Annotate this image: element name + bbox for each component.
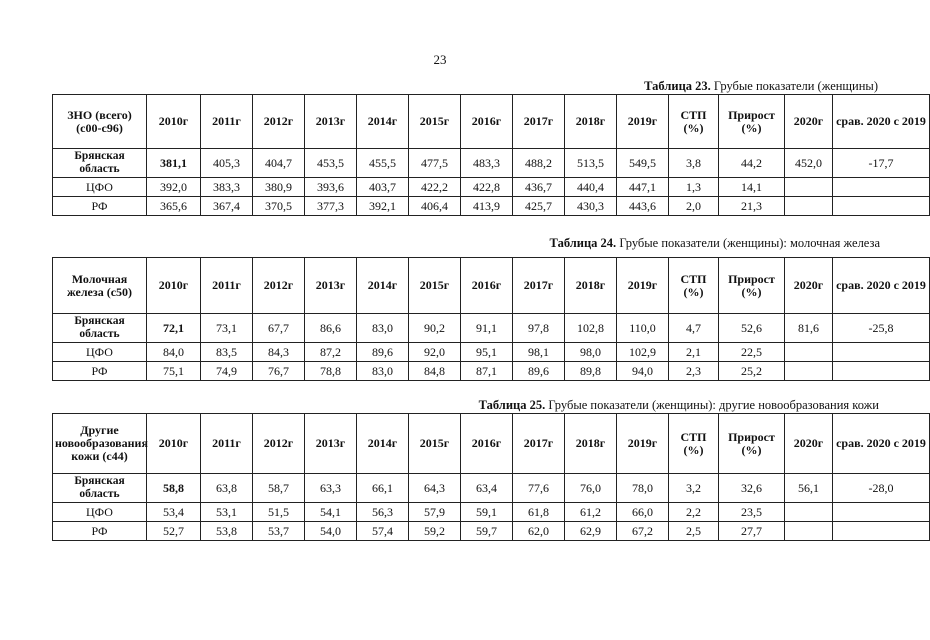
table-cell: 59,2 bbox=[409, 522, 461, 541]
table-cell: -25,8 bbox=[833, 314, 930, 343]
table-cell: 44,2 bbox=[719, 149, 785, 178]
row-label: ЦФО bbox=[53, 178, 147, 197]
table-cell: 405,3 bbox=[201, 149, 253, 178]
table-cell: 86,6 bbox=[305, 314, 357, 343]
table-cell: 393,6 bbox=[305, 178, 357, 197]
table-cell: 59,7 bbox=[461, 522, 513, 541]
table-cell: 51,5 bbox=[253, 503, 305, 522]
column-header: Молочная железа (с50) bbox=[53, 258, 147, 314]
table-cell: 392,1 bbox=[357, 197, 409, 216]
table-cell: -17,7 bbox=[833, 149, 930, 178]
table-cell: 25,2 bbox=[719, 362, 785, 381]
table-cell: 23,5 bbox=[719, 503, 785, 522]
table-cell: 62,0 bbox=[513, 522, 565, 541]
table-cell bbox=[833, 197, 930, 216]
column-header: 2011г bbox=[201, 258, 253, 314]
column-header: 2019г bbox=[617, 95, 669, 149]
table-cell: 102,8 bbox=[565, 314, 617, 343]
page-number: 23 bbox=[433, 52, 447, 67]
table-cell: 67,7 bbox=[253, 314, 305, 343]
data-table bbox=[52, 257, 930, 381]
table-cell: 54,1 bbox=[305, 503, 357, 522]
table-cell: 63,8 bbox=[201, 474, 253, 503]
table-cell: 452,0 bbox=[785, 149, 833, 178]
column-header: 2011г bbox=[201, 414, 253, 474]
table-cell: 91,1 bbox=[461, 314, 513, 343]
table-cell: 83,0 bbox=[357, 314, 409, 343]
column-header: 2020г bbox=[785, 258, 833, 314]
table-cell: 513,5 bbox=[565, 149, 617, 178]
table-cell: 83,0 bbox=[357, 362, 409, 381]
table-caption-number: Таблица 24. bbox=[549, 236, 617, 250]
table-caption bbox=[550, 236, 880, 251]
table-cell: 78,0 bbox=[617, 474, 669, 503]
table-cell: 440,4 bbox=[565, 178, 617, 197]
row-label: ЦФО bbox=[53, 503, 147, 522]
table-cell: 53,4 bbox=[147, 503, 201, 522]
table-cell: 56,3 bbox=[357, 503, 409, 522]
column-header: 2011г bbox=[201, 95, 253, 149]
table-cell: 2,2 bbox=[669, 503, 719, 522]
header-row bbox=[53, 414, 930, 474]
column-header: 2010г bbox=[147, 258, 201, 314]
table-cell: 2,1 bbox=[669, 343, 719, 362]
column-header: срав. 2020 с 2019 bbox=[833, 258, 930, 314]
table-cell: 453,5 bbox=[305, 149, 357, 178]
table-caption-text: Грубые показатели (женщины): молочная железа bbox=[616, 236, 880, 250]
table-cell: 90,2 bbox=[409, 314, 461, 343]
table-cell: 110,0 bbox=[617, 314, 669, 343]
table-row bbox=[53, 343, 930, 362]
table-cell: 72,1 bbox=[147, 314, 201, 343]
table-cell: 84,8 bbox=[409, 362, 461, 381]
table-cell: 377,3 bbox=[305, 197, 357, 216]
table-cell: 76,7 bbox=[253, 362, 305, 381]
table-caption bbox=[644, 79, 878, 94]
table-row bbox=[53, 178, 930, 197]
column-header: 2019г bbox=[617, 258, 669, 314]
table-cell: 2,0 bbox=[669, 197, 719, 216]
table-cell: 4,7 bbox=[669, 314, 719, 343]
column-header: 2016г bbox=[461, 258, 513, 314]
table-row bbox=[53, 474, 930, 503]
table-cell: 78,8 bbox=[305, 362, 357, 381]
table-cell: -28,0 bbox=[833, 474, 930, 503]
column-header: 2014г bbox=[357, 414, 409, 474]
column-header: СТП (%) bbox=[669, 414, 719, 474]
column-header: 2016г bbox=[461, 95, 513, 149]
row-label: Брянская область bbox=[53, 474, 147, 503]
table-cell: 57,9 bbox=[409, 503, 461, 522]
table-cell bbox=[833, 178, 930, 197]
table-cell: 2,5 bbox=[669, 522, 719, 541]
table-cell bbox=[785, 522, 833, 541]
table-cell: 92,0 bbox=[409, 343, 461, 362]
table-cell: 2,3 bbox=[669, 362, 719, 381]
table-cell bbox=[785, 178, 833, 197]
table-cell bbox=[785, 503, 833, 522]
table-cell: 73,1 bbox=[201, 314, 253, 343]
table-caption-text: Грубые показатели (женщины): другие новообразования кожи bbox=[545, 398, 879, 412]
column-header: срав. 2020 с 2019 bbox=[833, 414, 930, 474]
table-cell: 22,5 bbox=[719, 343, 785, 362]
table-cell: 32,6 bbox=[719, 474, 785, 503]
column-header: 2010г bbox=[147, 414, 201, 474]
table-caption bbox=[479, 398, 879, 413]
table-cell: 75,1 bbox=[147, 362, 201, 381]
column-header: 2012г bbox=[253, 95, 305, 149]
table-cell: 52,6 bbox=[719, 314, 785, 343]
column-header: ЗНО (всего) (с00-с96) bbox=[53, 95, 147, 149]
column-header: 2013г bbox=[305, 95, 357, 149]
column-header: 2017г bbox=[513, 95, 565, 149]
column-header: СТП (%) bbox=[669, 258, 719, 314]
table-cell: 63,3 bbox=[305, 474, 357, 503]
table-cell: 3,2 bbox=[669, 474, 719, 503]
column-header: 2020г bbox=[785, 414, 833, 474]
table-cell: 89,8 bbox=[565, 362, 617, 381]
column-header: 2019г bbox=[617, 414, 669, 474]
table-cell bbox=[833, 503, 930, 522]
column-header: Прирост (%) bbox=[719, 414, 785, 474]
data-table bbox=[52, 94, 930, 216]
table-cell: 53,1 bbox=[201, 503, 253, 522]
table-cell: 422,8 bbox=[461, 178, 513, 197]
table-cell: 443,6 bbox=[617, 197, 669, 216]
table-cell: 66,1 bbox=[357, 474, 409, 503]
table-cell: 425,7 bbox=[513, 197, 565, 216]
table-cell: 53,8 bbox=[201, 522, 253, 541]
column-header: 2014г bbox=[357, 95, 409, 149]
data-table bbox=[52, 413, 930, 541]
table-cell: 406,4 bbox=[409, 197, 461, 216]
table-cell: 58,7 bbox=[253, 474, 305, 503]
table-cell: 54,0 bbox=[305, 522, 357, 541]
table-row bbox=[53, 197, 930, 216]
table-cell: 436,7 bbox=[513, 178, 565, 197]
table-cell: 57,4 bbox=[357, 522, 409, 541]
column-header: 2018г bbox=[565, 258, 617, 314]
table-cell: 67,2 bbox=[617, 522, 669, 541]
column-header: СТП (%) bbox=[669, 95, 719, 149]
column-header: 2020г bbox=[785, 95, 833, 149]
table-cell: 61,8 bbox=[513, 503, 565, 522]
column-header: Прирост (%) bbox=[719, 95, 785, 149]
row-label: РФ bbox=[53, 362, 147, 381]
table-cell: 403,7 bbox=[357, 178, 409, 197]
table-cell: 370,5 bbox=[253, 197, 305, 216]
table-cell: 430,3 bbox=[565, 197, 617, 216]
table-caption-text: Грубые показатели (женщины) bbox=[710, 79, 878, 93]
table-cell: 64,3 bbox=[409, 474, 461, 503]
table-cell: 549,5 bbox=[617, 149, 669, 178]
table-cell: 87,2 bbox=[305, 343, 357, 362]
table-cell: 413,9 bbox=[461, 197, 513, 216]
table-cell: 89,6 bbox=[513, 362, 565, 381]
column-header: 2018г bbox=[565, 95, 617, 149]
table-cell: 367,4 bbox=[201, 197, 253, 216]
table-row bbox=[53, 314, 930, 343]
table-cell: 63,4 bbox=[461, 474, 513, 503]
table-row bbox=[53, 362, 930, 381]
table-cell bbox=[785, 343, 833, 362]
column-header: 2013г bbox=[305, 258, 357, 314]
column-header: Другие новообразования кожи (с44) bbox=[53, 414, 147, 474]
table-cell: 97,8 bbox=[513, 314, 565, 343]
column-header: 2010г bbox=[147, 95, 201, 149]
table-cell: 1,3 bbox=[669, 178, 719, 197]
column-header: Прирост (%) bbox=[719, 258, 785, 314]
table-cell: 404,7 bbox=[253, 149, 305, 178]
table-cell: 81,6 bbox=[785, 314, 833, 343]
table-cell bbox=[833, 362, 930, 381]
table-cell: 422,2 bbox=[409, 178, 461, 197]
column-header: 2015г bbox=[409, 258, 461, 314]
column-header: 2017г bbox=[513, 414, 565, 474]
table-cell: 52,7 bbox=[147, 522, 201, 541]
table-cell: 77,6 bbox=[513, 474, 565, 503]
row-label: РФ bbox=[53, 197, 147, 216]
table-cell: 66,0 bbox=[617, 503, 669, 522]
column-header: 2015г bbox=[409, 414, 461, 474]
table-cell: 21,3 bbox=[719, 197, 785, 216]
column-header: 2012г bbox=[253, 414, 305, 474]
table-cell: 95,1 bbox=[461, 343, 513, 362]
table-cell: 83,5 bbox=[201, 343, 253, 362]
table-cell: 98,1 bbox=[513, 343, 565, 362]
row-label: Брянская область bbox=[53, 149, 147, 178]
table-cell: 98,0 bbox=[565, 343, 617, 362]
table-cell: 392,0 bbox=[147, 178, 201, 197]
column-header: 2017г bbox=[513, 258, 565, 314]
table-cell: 3,8 bbox=[669, 149, 719, 178]
table-cell: 61,2 bbox=[565, 503, 617, 522]
table-cell: 27,7 bbox=[719, 522, 785, 541]
table-cell: 488,2 bbox=[513, 149, 565, 178]
table-cell: 74,9 bbox=[201, 362, 253, 381]
row-label: Брянская область bbox=[53, 314, 147, 343]
table-cell bbox=[833, 343, 930, 362]
table-cell: 477,5 bbox=[409, 149, 461, 178]
table-cell: 381,1 bbox=[147, 149, 201, 178]
table-cell: 380,9 bbox=[253, 178, 305, 197]
table-cell: 56,1 bbox=[785, 474, 833, 503]
row-label: РФ bbox=[53, 522, 147, 541]
table-row bbox=[53, 522, 930, 541]
table-cell: 94,0 bbox=[617, 362, 669, 381]
row-label: ЦФО bbox=[53, 343, 147, 362]
column-header: 2018г bbox=[565, 414, 617, 474]
header-row bbox=[53, 95, 930, 149]
table-cell: 383,3 bbox=[201, 178, 253, 197]
column-header: 2012г bbox=[253, 258, 305, 314]
table-row bbox=[53, 149, 930, 178]
table-caption-number: Таблица 25. bbox=[478, 398, 546, 412]
table-cell bbox=[785, 362, 833, 381]
column-header: 2015г bbox=[409, 95, 461, 149]
column-header: срав. 2020 с 2019 bbox=[833, 95, 930, 149]
table-cell: 447,1 bbox=[617, 178, 669, 197]
table-cell: 89,6 bbox=[357, 343, 409, 362]
table-row bbox=[53, 503, 930, 522]
column-header: 2013г bbox=[305, 414, 357, 474]
table-cell: 53,7 bbox=[253, 522, 305, 541]
table-cell: 84,3 bbox=[253, 343, 305, 362]
table-cell: 14,1 bbox=[719, 178, 785, 197]
table-cell bbox=[785, 197, 833, 216]
column-header: 2014г bbox=[357, 258, 409, 314]
table-cell: 58,8 bbox=[147, 474, 201, 503]
table-cell: 365,6 bbox=[147, 197, 201, 216]
table-cell: 102,9 bbox=[617, 343, 669, 362]
column-header: 2016г bbox=[461, 414, 513, 474]
table-cell: 62,9 bbox=[565, 522, 617, 541]
table-cell: 483,3 bbox=[461, 149, 513, 178]
table-cell: 455,5 bbox=[357, 149, 409, 178]
table-cell: 84,0 bbox=[147, 343, 201, 362]
table-cell: 59,1 bbox=[461, 503, 513, 522]
header-row bbox=[53, 258, 930, 314]
table-caption-number: Таблица 23. bbox=[644, 79, 711, 93]
table-cell: 87,1 bbox=[461, 362, 513, 381]
table-cell: 76,0 bbox=[565, 474, 617, 503]
table-cell bbox=[833, 522, 930, 541]
